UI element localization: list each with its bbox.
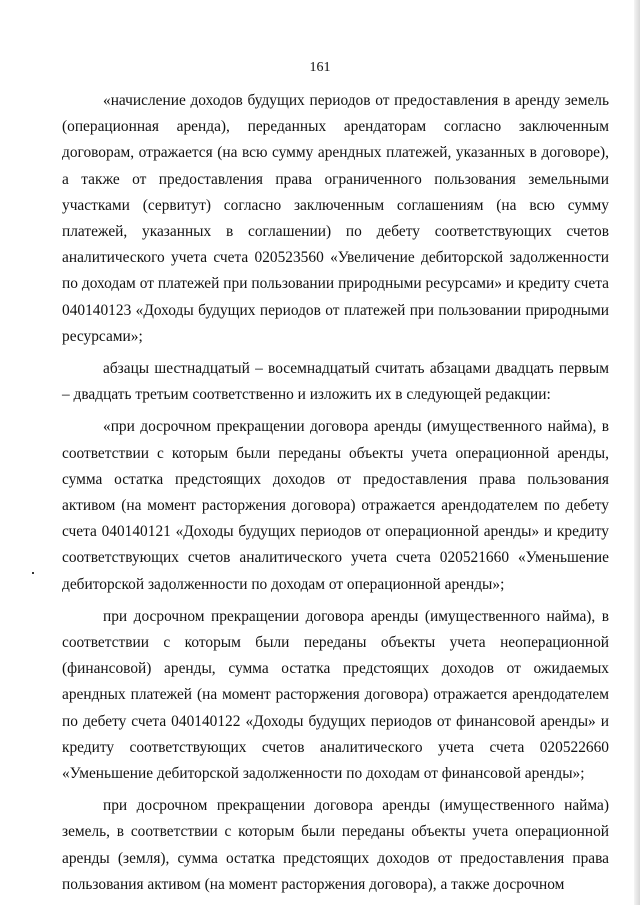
scan-dot [32,572,34,574]
paragraph-4: при досрочном прекращении договора аренды (имущественного найма), в соответствии с которым были переданы объекты учета неоперационной (финансовой) аренды, сумма остатка предстоящих доходов от ожидаемых арендных платежей (на момент расторжения договора) отражается арендодателем по дебету счета 040140122 «Доходы будущих периодов от финансовой аренды» и кредиту соответствующих счетов аналитического учета счета 020522660 «Уменьшение дебиторской задолженности по доходам от финансовой аренды»; [62,607,609,783]
paragraph-1: «начисление доходов будущих периодов от предоставления в аренду земель (операционная аренда), переданных арендаторам согласно заключенным договорам, отражается (на всю сумму арендных платежей, указанных в договоре), а также от предоставления права ограниченного пользования земельными участками (сервитут) согласно заключенным соглашениям (на всю сумму платежей, указанных в соглашении) по дебету соответствующих счетов аналитического учета счета 020523560 «Увеличение дебиторской задолженности по доходам от платежей при пользовании природными ресурсами» и кредиту счета 040140123 «Доходы будущих периодов от платежей при пользовании природными ресурсами»; [62,92,609,345]
scan-edge-shadow [634,0,640,905]
paragraph-3: «при досрочном прекращении договора аренды (имущественного найма), в соответствии с которым были переданы объекты учета операционной аренды, сумма остатка предстоящих доходов от предоставления права пользования активом (на момент расторжения договора) отражается арендодателем по дебету счета 040140121 «Доходы будущих периодов от операционной аренды» и кредиту соответствующих счетов аналитического учета счета 020521660 «Уменьшение дебиторской задолженности по доходам от операционной аренды»; [62,418,609,593]
paragraph-5: при досрочном прекращении договора аренды (имущественного найма) земель, в соответствии с которым были переданы объекты учета операционной аренды (земля), сумма остатка предстоящих доходов от предоставления права пользования активом (на момент расторжения договора), а также досрочном [62,797,609,893]
page-number: 161 [309,60,331,75]
paragraph-2: абзацы шестнадцатый – восемнадцатый считать абзацами двадцать первым – двадцать третьим соответственно и изложить их в следующей редакции: [62,360,609,404]
document-body [62,88,609,904]
